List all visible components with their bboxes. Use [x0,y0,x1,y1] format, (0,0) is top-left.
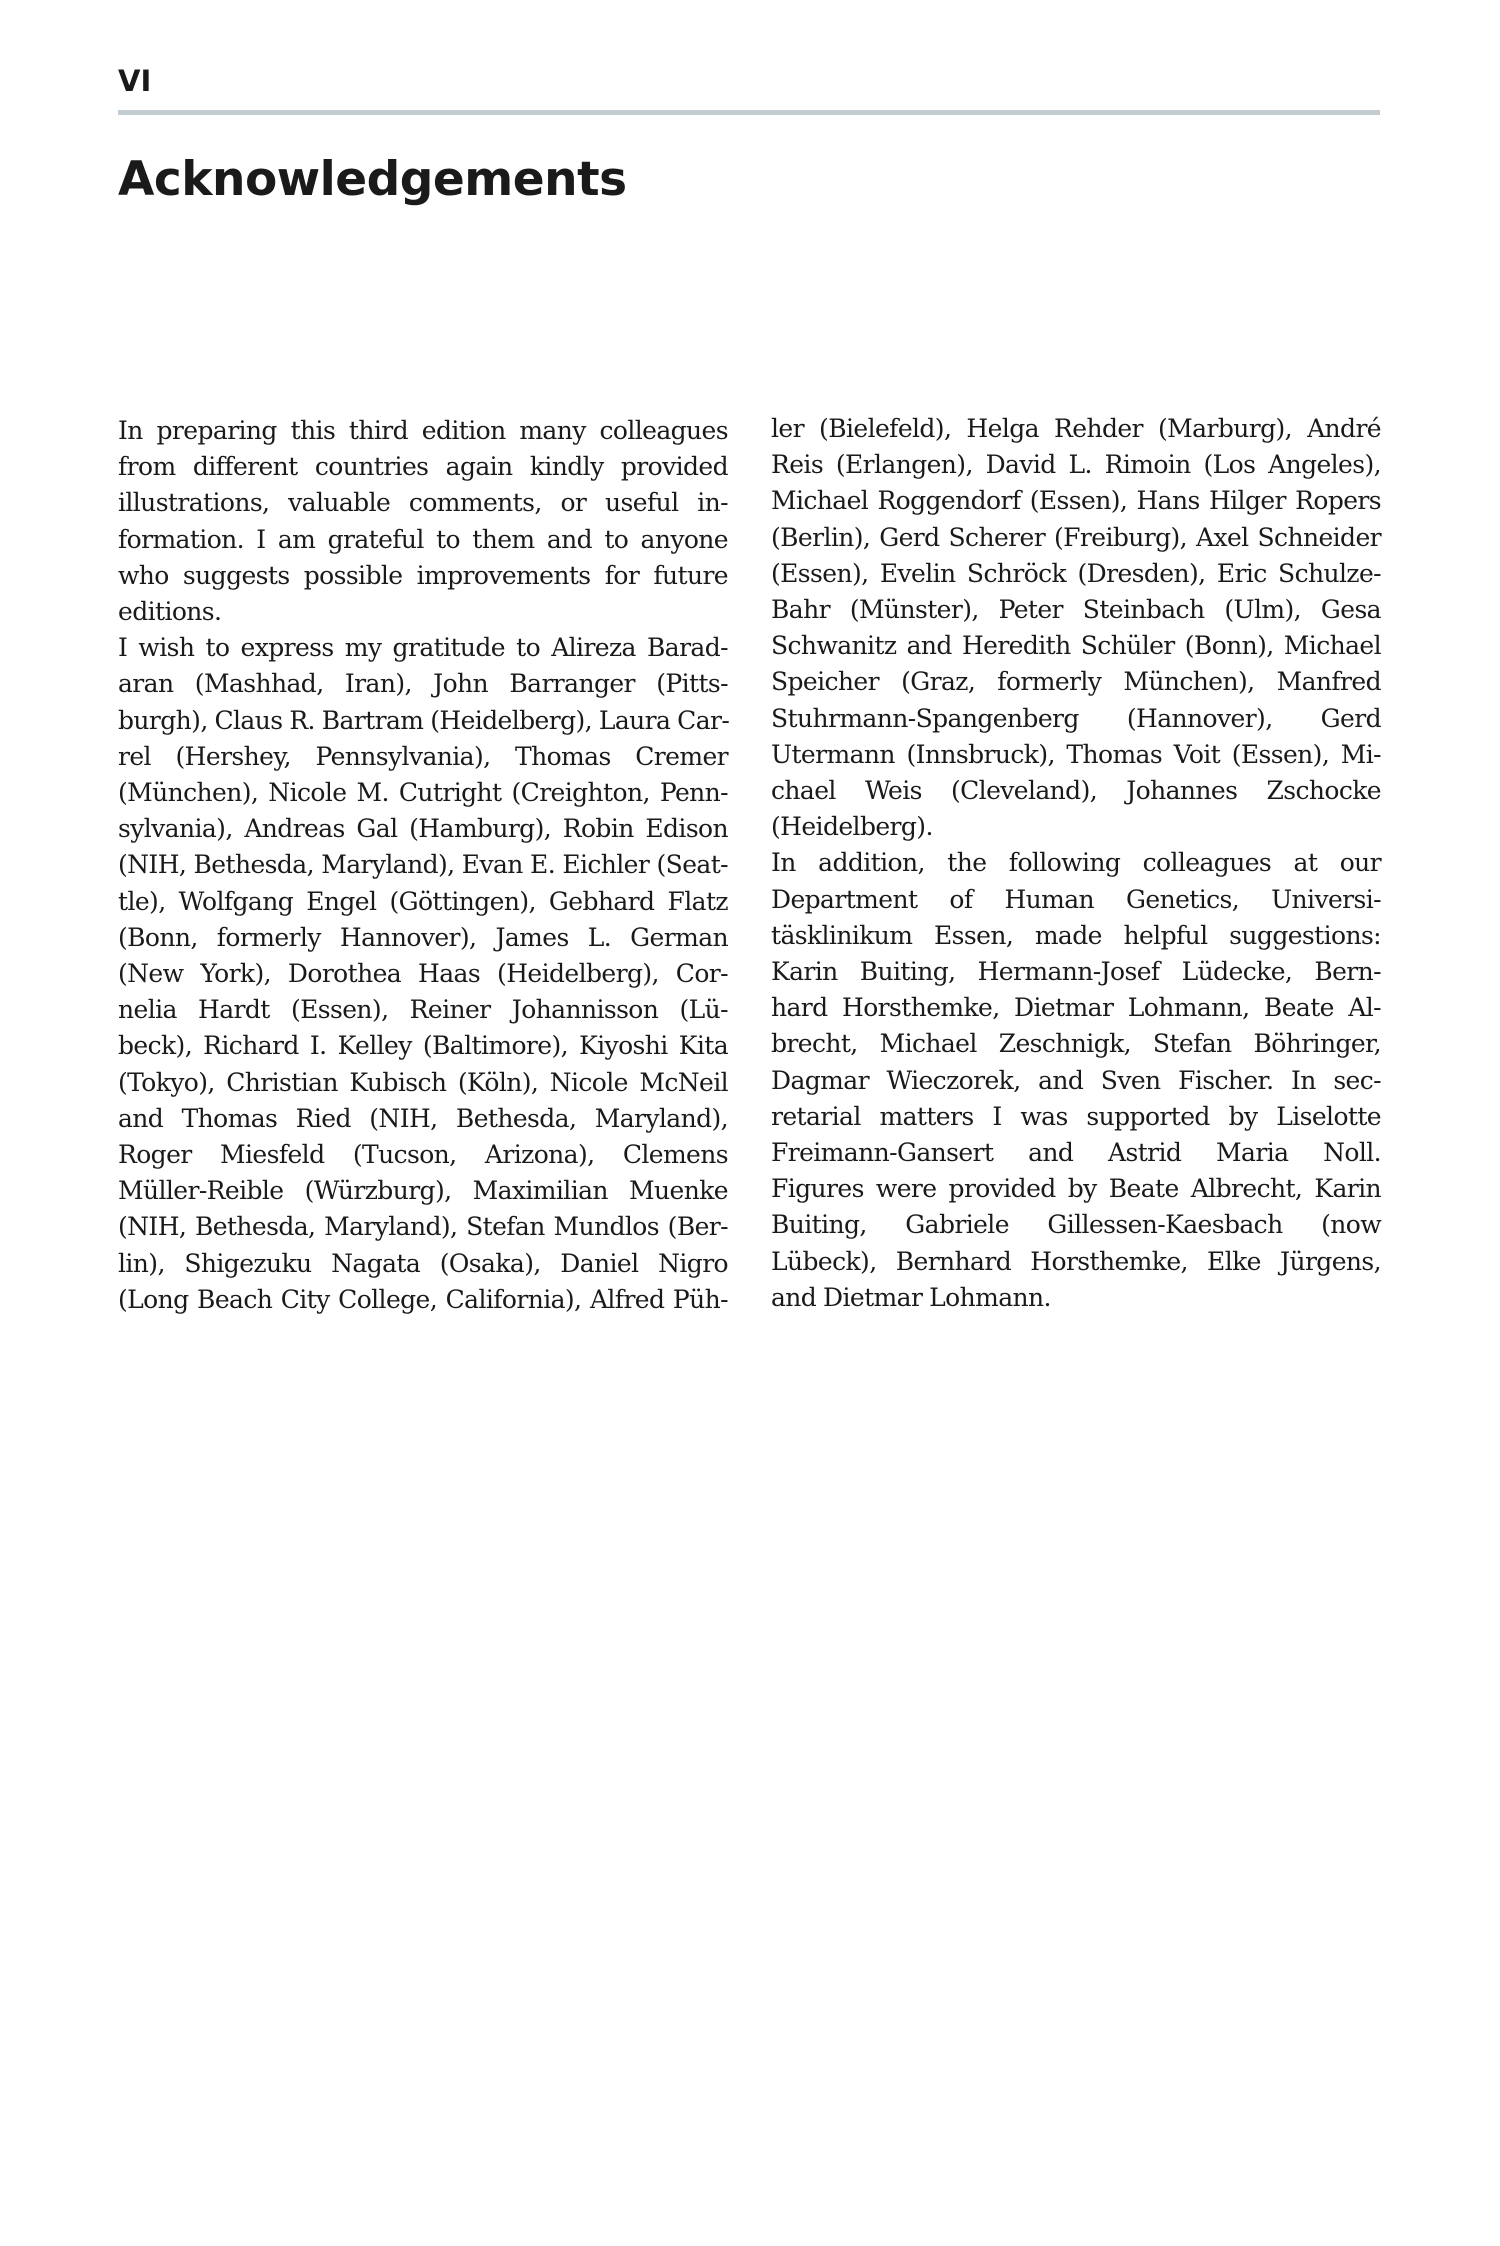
text-line: Dagmar Wieczorek, and Sven Fischer. In sec- [771,1065,1381,1095]
text-line: (Essen), Evelin Schröck (Dresden), Eric Schulze- [771,558,1381,588]
text-line: Roger Miesfeld (Tucson, Arizona), Clemens [118,1140,728,1170]
text-line: (Bonn, formerly Hannover), James L. German [118,922,728,952]
text-line: I wish to express my gratitude to Alireza Barad- [118,633,728,663]
text-line: lin), Shigezuku Nagata (Osaka), Daniel Nigro [118,1248,728,1278]
text-line: burgh), Claus R. Bartram (Heidelberg), Laura Car- [118,705,730,735]
text-line: rel (Hershey, Pennsylvania), Thomas Cremer [118,741,728,771]
right-column [771,411,1381,1316]
text-line: Stuhrmann-Spangenberg (Hannover), Gerd [771,703,1381,733]
text-line: Department of Human Genetics, Universi- [771,884,1381,914]
text-line: Utermann (Innsbruck), Thomas Voit (Essen), Mi- [771,739,1381,769]
text-line: (Berlin), Gerd Scherer (Freiburg), Axel Schneider [771,522,1381,552]
text-line: beck), Richard I. Kelley (Baltimore), Kiyoshi Kita [118,1031,728,1061]
header-rule [118,110,1380,115]
text-line: (Heidelberg). [771,812,933,842]
text-line: tle), Wolfgang Engel (Göttingen), Gebhard Flatz [118,886,728,916]
text-line: (Tokyo), Christian Kubisch (Köln), Nicole McNeil [118,1067,728,1097]
text-line: Freimann-Gansert and Astrid Maria Noll. [771,1138,1381,1168]
text-line: who suggests possible improvements for future [118,560,728,590]
text-line: Müller-Reible (Würzburg), Maximilian Muenke [118,1176,728,1206]
text-line: Bahr (Münster), Peter Steinbach (Ulm), Gesa [771,595,1381,625]
text-line: illustrations, valuable comments, or useful in- [118,488,728,518]
text-line: Figures were provided by Beate Albrecht, Karin [771,1174,1381,1204]
text-line: (NIH, Bethesda, Maryland), Stefan Mundlos (Ber- [118,1212,728,1242]
text-line: Karin Buiting, Hermann-Josef Lüdecke, Bern- [771,957,1381,987]
text-line: aran (Mashhad, Iran), John Barranger (Pitts- [118,669,728,699]
page-number: VI [118,64,152,98]
text-line: chael Weis (Cleveland), Johannes Zschocke [771,776,1381,806]
text-line: and Thomas Ried (NIH, Bethesda, Maryland), [118,1103,728,1133]
text-line: brecht, Michael Zeschnigk, Stefan Böhringer, [771,1029,1381,1059]
left-column [118,413,728,1318]
text-line: formation. I am grateful to them and to anyone [118,524,728,554]
text-line: (München), Nicole M. Cutright (Creighton, Penn- [118,778,728,808]
text-line: nelia Hardt (Essen), Reiner Johannisson (Lü- [118,995,728,1025]
text-line: retarial matters I was supported by Liselotte [771,1101,1381,1131]
text-line: täsklinikum Essen, made helpful suggestions: [771,920,1381,950]
text-line: Schwanitz and Heredith Schüler (Bonn), Michael [771,631,1381,661]
text-line: (Long Beach City College, California), Alfred Püh- [118,1284,728,1314]
text-line: Michael Roggendorf (Essen), Hans Hilger Ropers [771,486,1381,516]
text-line: Speicher (Graz, formerly München), Manfred [771,667,1381,697]
text-line: and Dietmar Lohmann. [771,1282,1051,1312]
text-line: from different countries again kindly provided [118,452,728,482]
text-line: Lübeck), Bernhard Horsthemke, Elke Jürgens, [771,1246,1381,1276]
text-line: In addition, the following colleagues at our [771,848,1381,878]
text-line: Buiting, Gabriele Gillessen-Kaesbach (now [771,1210,1381,1240]
text-line: Reis (Erlangen), David L. Rimoin (Los Angeles), [771,450,1381,480]
text-line: In preparing this third edition many colleagues [118,416,728,445]
text-line: ler (Bielefeld), Helga Rehder (Marburg), André [771,414,1381,443]
text-line: sylvania), Andreas Gal (Hamburg), Robin Edison [118,814,728,844]
text-line: hard Horsthemke, Dietmar Lohmann, Beate Al- [771,993,1381,1023]
text-line: (NIH, Bethesda, Maryland), Evan E. Eichler (Seat- [118,850,728,880]
chapter-title: Acknowledgements [118,152,627,207]
text-line: (New York), Dorothea Haas (Heidelberg), Cor- [118,959,728,989]
text-line: editions. [118,597,222,627]
